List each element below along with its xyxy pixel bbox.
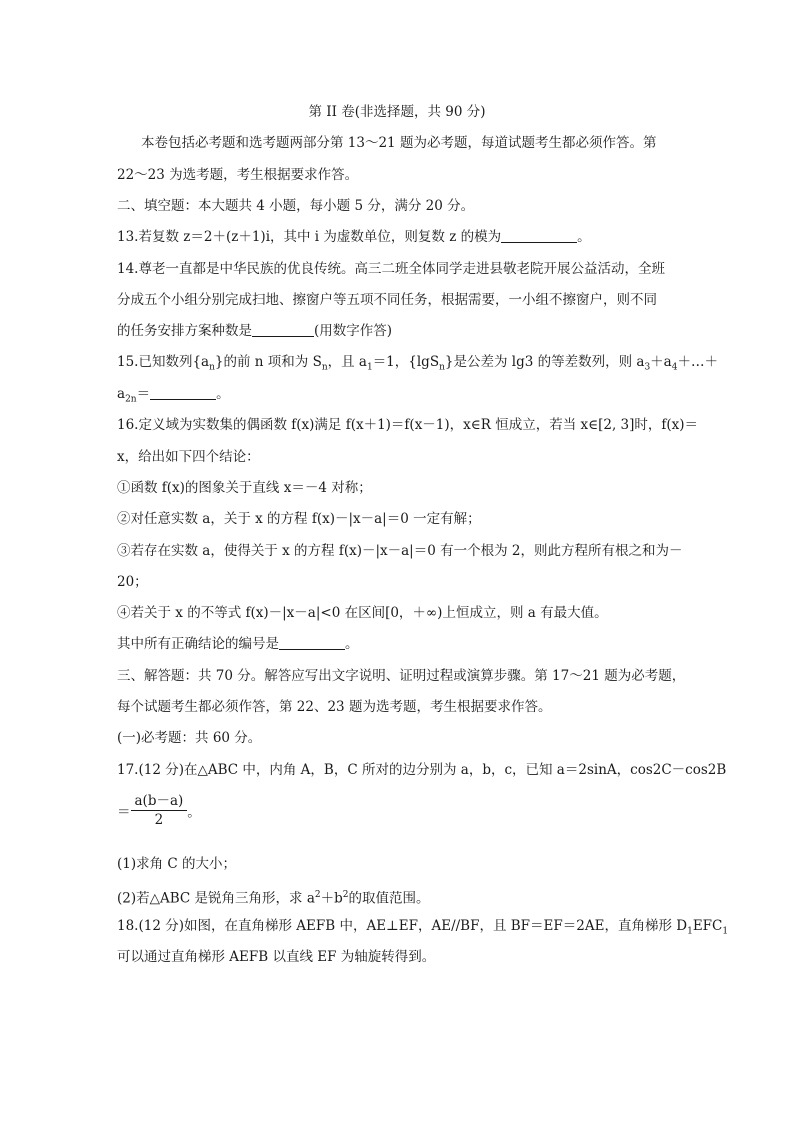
question-14-line-3: [117, 322, 392, 340]
question-17-equation: [117, 792, 201, 829]
subscript: 1: [687, 926, 693, 937]
question-15-line-2: [117, 385, 230, 409]
subscript: 2n: [125, 394, 137, 405]
fraction: [131, 792, 188, 829]
question-14-line-1: 14.尊老一直都是中华民族的优良传统。高三二班全体同学走进县敬老院开展公益活动，全班: [117, 261, 665, 277]
answer-blank[interactable]: [501, 229, 577, 243]
question-14-line-2: 分成五个小组分别完成扫地、擦窗户等五项不同任务，根据需要，一小组不擦窗户，则不同: [117, 292, 657, 308]
q15-part: ＋…＋: [677, 354, 718, 370]
q15-part: }是公差为 lg3 的等差数列，则 a: [444, 354, 645, 370]
intro-line-1: 本卷包括必考题和选考题两部分第 13～21 题为必考题，每道试题考生都必须作答。第: [141, 135, 657, 151]
answer-blank[interactable]: [252, 323, 314, 337]
q15-part: a: [117, 386, 126, 402]
q15-end: 。: [216, 386, 230, 402]
superscript: 2: [314, 890, 321, 900]
q17-part: ＋b: [320, 890, 343, 907]
q17-part: (2)若△ABC 是锐角三角形，求 a: [117, 890, 315, 907]
question-17-part-2: [117, 886, 430, 908]
answer-blank[interactable]: [279, 636, 345, 650]
conclusion-3: ③若存在实数 a，使得关于 x 的方程 f(x)－|x－a|＝0 有一个根为 2，则此方程所有根之和为－: [117, 543, 683, 559]
intro-line-2: 22～23 为选考题，考生根据要求作答。: [117, 167, 359, 183]
question-13-end: 。: [577, 229, 591, 245]
question-14-text: 的任务安排方案种数是: [117, 323, 252, 339]
question-17-part-1: (1)求角 C 的大小；: [117, 856, 237, 872]
q16-ask-text: 其中所有正确结论的编号是: [117, 636, 279, 652]
conclusion-2: ②对任意实数 a，关于 x 的方程 f(x)－|x－a|＝0 一定有解；: [117, 511, 481, 527]
conclusion-4: ④若关于 x 的不等式 f(x)－|x－a|<0 在区间[0，＋∞)上恒成立，则 a 有最大值。: [117, 605, 608, 621]
question-16-line-2: x，给出如下四个结论：: [117, 449, 260, 465]
superscript: 2: [342, 890, 349, 900]
conclusion-1: ①函数 f(x)的图象关于直线 x＝－4 对称；: [117, 480, 372, 496]
equals-sign: ＝: [117, 804, 131, 821]
fraction-numerator: a(b－a): [131, 792, 188, 811]
subscript: 1: [366, 362, 373, 373]
q15-part: ＝1，{lgS: [372, 354, 440, 370]
q15-part: 15.已知数列{a: [117, 354, 210, 370]
question-15-line-1: [117, 353, 718, 377]
subscript: 4: [671, 362, 678, 373]
answer-blank[interactable]: [150, 386, 216, 400]
subscript: 1: [722, 926, 729, 937]
subscript: n: [439, 362, 445, 373]
question-17-line-1: 17.(12 分)在△ABC 中，内角 A，B，C 所对的边分别为 a，b，c，已知 a＝2sinA，cos2C－cos2B: [117, 762, 727, 778]
subscript: n: [321, 362, 328, 373]
question-18-line-1: [117, 917, 728, 941]
question-18-line-2: 可以通过直角梯形 AEFB 以直线 EF 为轴旋转得到。: [117, 949, 436, 965]
q15-part: ＝: [136, 386, 151, 402]
question-14-note: (用数字作答): [314, 323, 393, 339]
q15-part: ＋a: [650, 354, 672, 370]
question-16-ask: [117, 635, 359, 653]
fraction-denominator: 2: [154, 812, 164, 828]
subscript: n: [209, 362, 215, 373]
required-questions-heading: (一)必考题：共 60 分。: [117, 730, 262, 746]
fill-in-section-heading: 二、填空题：本大题共 4 小题，每小题 5 分，满分 20 分。: [117, 198, 475, 214]
q17-end: 。: [187, 804, 201, 821]
q15-part: ，且 a: [327, 354, 367, 370]
subscript: 3: [644, 362, 651, 373]
q17-part: 的取值范围。: [348, 890, 430, 907]
conclusion-3-cont: 20；: [117, 574, 148, 590]
q16-end: 。: [345, 636, 359, 652]
solution-section-line-2: 每个试题考生都必须作答，第 22、23 题为选考题，考生根据要求作答。: [117, 699, 552, 715]
question-16-line-1: 16.定义域为实数集的偶函数 f(x)满足 f(x＋1)＝f(x－1)，x∈R 恒成立，若当 x∈[2, 3]时，f(x)＝: [117, 417, 699, 433]
solution-section-line-1: 三、解答题：共 70 分。解答应写出文字说明、证明过程或演算步骤。第 17～21 题为必考题，: [117, 668, 686, 684]
section-title: 第 II 卷(非选择题，共 90 分): [308, 104, 486, 120]
q15-part: }的前 n 项和为 S: [214, 354, 322, 370]
q18-part: EFC: [692, 918, 723, 934]
question-13: [117, 228, 591, 246]
q18-part: 18.(12 分)如图，在直角梯形 AEFB 中，AE⊥EF，AE//BF，且 BF＝EF＝2AE，直角梯形 D: [117, 918, 688, 934]
question-13-text: 13.若复数 z＝2＋(z＋1)i，其中 i 为虚数单位，则复数 z 的模为: [117, 229, 502, 245]
